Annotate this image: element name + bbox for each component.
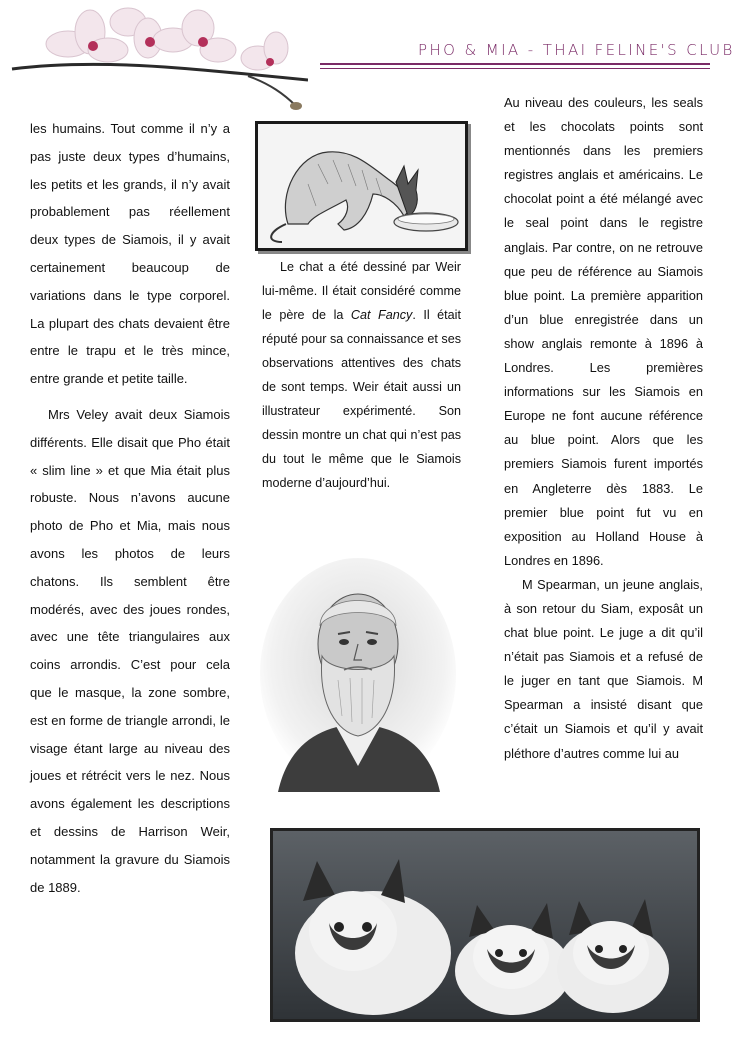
paragraph: Mrs Veley avait deux Siamois différents. Elle disait que Pho était « slim line » et que Mia était plus robuste. Nous n’avons aucune photo de Pho et Mia, mais nous avons les photos de leurs chatons. Ils semblent être modérés, avec des joues rondes, avec une tête triangulaires aux coins arrondis. C’est pour cela que le masque, la zone sombre, est en forme de triangle arrondi, le visage étant large au niveau des joues et rétrécit vers le nez. Nous avons également les descriptions et dessins de Harrison Weir, notamment la gravure du Siamois de 1889. (30, 406, 230, 895)
paragraph: Au niveau des couleurs, les seals et les chocolats points sont mentionnés dans les premiers registres anglais et américains. Le chocolat point a été mélangé avec le seal point dans le registre anglais. Par contre, on ne retrouve que peu de référence au Siamois blue point. La première apparition d’un blue enregistrée dans un show anglais remonte à 1896 à Londres. Les premières informations sur les Siamois en Europe ne font aucune référence au blue point. Alors que les premiers Siamois furent importés en Angleterre dès 1883. Le premier blue point fut vu en exposition au Holland House à Londres en 1896. (504, 95, 703, 568)
three-siamese-cats-photo (270, 828, 700, 1022)
header-rule (320, 63, 710, 65)
text-run: . Il était réputé pour sa connaissance et ses observations attentives des chats de sont temps. Weir était aussi un illustrateur expérimenté. Son dessin montre un chat qui n’est pas du tout le même que le Siamois moderne d’aujourd’hui. (262, 308, 461, 490)
cat-drinking-illustration (255, 121, 468, 251)
column-middle (262, 255, 461, 495)
paragraph (262, 255, 461, 495)
paragraph: les humains. Tout comme il n’y a pas juste deux types d’humains, les petits et les grands, il n’y avait probablement pas réellement deux types de Siamois, il y avait certainement beaucoup de variations dans le type corporel. La plupart des chats devaient être entre le trapu et le très mince, entre grande et petite taille. (30, 121, 230, 387)
column-left (30, 115, 230, 901)
header-title: PHO & MIA - THAI FELINE'S CLUB (418, 41, 735, 59)
text-run: Le chat a été dessiné par Weir lui-même. Il était considéré comme le père de la (262, 260, 461, 322)
column-right (504, 91, 703, 766)
orchid-branch-icon (8, 2, 308, 117)
paragraph: M Spearman, un jeune anglais, à son retour du Siam, exposât un chat blue point. Le juge a dit qu’il n’était pas Siamois et a refusé de le juger en tant que Siamois. M Spearman a insisté disant que c’était un Siamois et qu’il y avait pléthore d’autres comme lui au (504, 576, 703, 761)
bearded-man-portrait (258, 556, 458, 792)
header-rule-thin (320, 68, 710, 69)
emphasis: Cat Fancy (350, 308, 413, 322)
